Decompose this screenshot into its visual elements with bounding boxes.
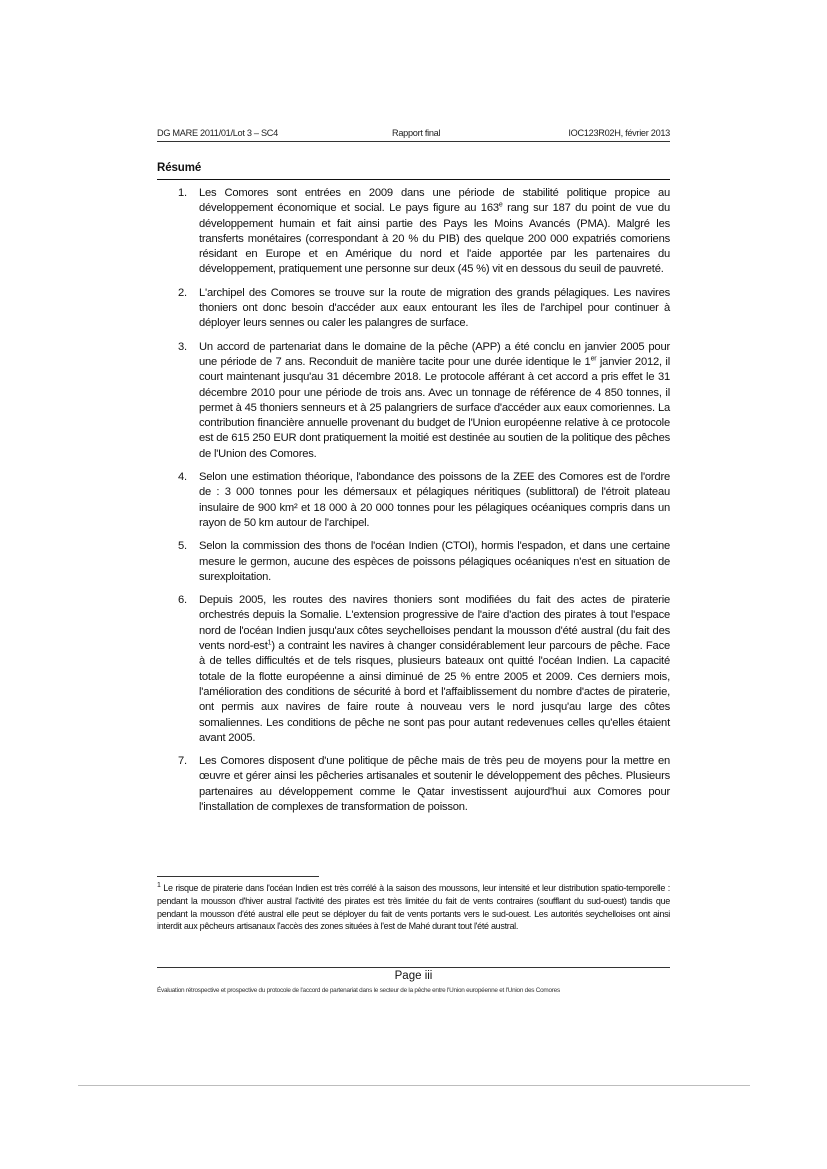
item-text: Les Comores sont entrées en 2009 dans une période de stabilité politique propice au développement économique et social. Le pays figure au 163 [199,187,670,215]
superscript: e [498,201,503,209]
item-number: 2. [178,286,187,299]
footnote [157,882,670,933]
item-text: Selon la commission des thons de l'océan Indien (CTOI), hormis l'espadon, et dans une certaine mesure le germon, aucune des espèces de poissons pélagiques océaniques n'est en situation de surexploitation. [199,540,670,583]
header-right: IOC123R02H, février 2013 [568,128,670,138]
summary-item-4 [157,470,670,531]
summary-item-1 [157,186,670,278]
item-text: Depuis 2005, les routes des navires thoniers sont modifiées du fait des actes de piraterie orchestrés depuis la Somalie. L'extension progressive de l'aire d'action des pirates à tout l'espace nord de l'océan Indien jusqu'aux côtes seychelloises pendant la mousson d'été austral (du fait des vents nord-est [199,594,670,653]
footnote-separator [157,876,319,877]
superscript: er [590,355,597,363]
item-number: 3. [178,340,187,353]
footnote-reference[interactable]: 1 [267,639,272,647]
summary-item-5 [157,539,670,585]
page-boundary-line [78,1085,750,1086]
summary-list [157,186,670,823]
summary-item-7 [157,754,670,815]
footnote-marker: 1 [157,882,161,889]
header-left: DG MARE 2011/01/Lot 3 – SC4 [157,128,278,138]
item-number: 6. [178,594,187,607]
item-text: Les Comores disposent d'une politique de pêche mais de très peu de moyens pour la mettre en œuvre et gérer ainsi les pêcheries artisanales et soutenir le développement des pêches. Plusieurs partenaires au développement comme le Qatar investissent aujourd'hui aux Comores pour l'installation de complexes de transformation de poisson. [199,755,670,813]
footer-divider [157,967,670,968]
summary-item-6 [157,593,670,746]
item-text: L'archipel des Comores se trouve sur la route de migration des grands pélagiques. Les navires thoniers ont donc besoin d'accéder aux eaux entourant les îles de l'archipel pour continuer à déployer leurs sennes ou caler les palangres de surface. [199,286,670,330]
item-text: Selon une estimation théorique, l'abondance des poissons de la ZEE des Comores est de l'ordre de : 3 000 tonnes pour les démersaux et pélagiques néritiques (sublittoral) de l'étroit plateau insulaire de 900 km² et 18 000 à 20 000 tonnes pour les pélagiques océaniques compris dans un rayon de 50 km autour de l'archipel. [199,471,670,529]
running-header [157,128,670,140]
item-number: 1. [178,187,187,199]
section-title: Résumé [157,162,202,174]
header-center: Rapport final [392,128,441,138]
header-divider [157,141,670,142]
item-text-cont: rang sur 187 du point de vue du développement humain et fait ainsi partie des Pays les Moins Avancés (PMA). Malgré les transferts monétaires (correspondant à 20 % du PIB) des quelque 200 000 expatriés comoriens résidant en Europe et en Amérique du nord et l'aide apportée par les partenaires du développement, pratiquement une personne sur deux (45 %) vit en dessous du seuil de pauvreté. [199,202,670,276]
item-text: Un accord de partenariat dans le domaine de la pêche (APP) a été conclu en janvier 2005 pour une période de 7 ans. Reconduit de manière tacite pour une durée identique le 1 [199,340,670,368]
item-number: 5. [178,540,187,553]
section-title-underline [157,179,670,180]
footer-document-title: Évaluation rétrospective et prospective du protocole de l'accord de partenariat dans le secteur de la pêche entre l'Union européenne et l'Union des Comores [157,987,560,994]
item-number: 7. [178,755,187,768]
summary-item-2 [157,286,670,332]
page-number: Page iii [394,970,433,982]
item-text-cont: janvier 2012, il court maintenant jusqu'au 31 décembre 2018. Le protocole afférant à cet accord a pris effet le 31 décembre 2010 pour une période de trois ans. Avec un tonnage de référence de 4 850 tonnes, il permet à 45 thoniers senneurs et à 25 palangriers de surface d'accéder aux eaux comoriennes. La contribution financière annuelle provenant du budget de l'Union européenne relative à ce protocole est de 615 250 EUR dont pratiquement la moitié est destinée au soutien de la politique des pêches de l'Union des Comores. [199,355,670,460]
item-number: 4. [178,471,187,484]
footnote-text: Le risque de piraterie dans l'océan Indien est très corrélé à la saison des moussons, leur intensité et leur distribution spatio-temporelle : pendant la mousson d'hiver austral l'activité des pirates est très limitée du fait de vents contraires (soufflant du sud-ouest) tandis que pendant la mousson d'été austral elle peut se déployer du fait de vents portants vers le sud-ouest. Les autorités seychelloises ont ainsi interdit aux pêcheurs artisanaux l'accès des zones situées à l'est de Mahé durant tout l'été austral. [157,883,670,932]
summary-item-3 [157,340,670,462]
item-text-cont: ) a contraint les navires à changer considérablement leur parcours de pêche. Face à de telles difficultés et de tels risques, plusieurs bateaux ont quitté l'océan Indien. La capacité totale de la flotte européenne a ainsi diminué de 25 % entre 2005 et 2009. Ces derniers mois, l'amélioration des conditions de sécurité à bord et l'affaiblissement du nombre d'actes de piraterie, ont permis aux navires de faire route à nouveau vers le nord jusqu'au large des côtes somaliennes. Les conditions de pêche ne sont pas pour autant redevenues celles qu'elles étaient avant 2005. [199,640,670,744]
